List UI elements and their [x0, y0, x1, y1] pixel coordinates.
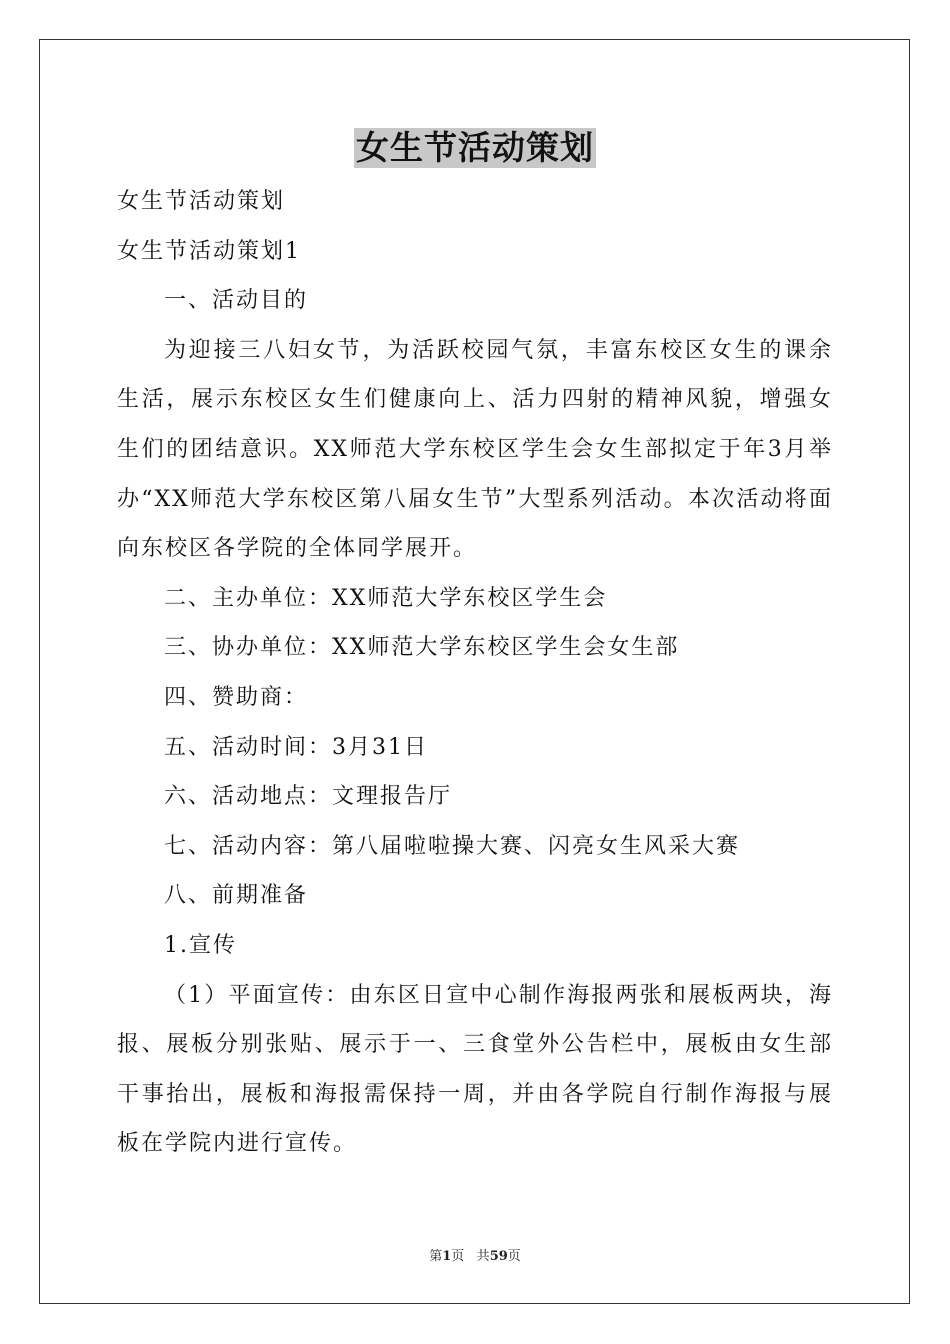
paragraph-print-publicity: （1）平面宣传：由东区日宣中心制作海报两张和展板两块，海报、展板分别张贴、展示于一、三食堂外公告栏中，展板由女生部干事抬出，展板和海报需保持一周，并由各学院自行制作海报与展板在学院内进行宣传。 — [117, 982, 833, 1157]
title-container — [0, 128, 950, 168]
footer-page-suffix: 页 — [451, 1249, 465, 1264]
paragraph-organizer: 二、主办单位：XX师范大学东校区学生会 — [164, 585, 608, 611]
paragraph-preparation: 八、前期准备 — [164, 883, 309, 909]
paragraph-location: 六、活动地点：文理报告厅 — [164, 784, 453, 810]
paragraph-content: 七、活动内容：第八届啦啦操大赛、闪亮女生风采大赛 — [164, 833, 741, 859]
footer-page-number: 1 — [442, 1249, 452, 1264]
footer-page-prefix: 第 — [429, 1249, 443, 1264]
paragraph-section-1: 一、活动目的 — [164, 288, 309, 314]
document-title: 女生节活动策划 — [356, 128, 594, 167]
footer-total-pages: 59 — [489, 1249, 508, 1264]
paragraph-purpose: 为迎接三八妇女节，为活跃校园气氛，丰富东校区女生的课余生活，展示东校区女生们健康向上、活力四射的精神风貌，增强女生们的团结意识。XX师范大学东校区学生会女生部拟定于年3月举办“XX师范大学东校区第八届女生节”大型系列活动。本次活动将面向东校区各学院的全体同学展开。 — [117, 337, 833, 562]
document-body — [117, 177, 833, 1169]
paragraph-subheading: 女生节活动策划1 — [117, 238, 301, 264]
paragraph-sponsor: 四、赞助商： — [164, 684, 309, 710]
footer-total-suffix: 页 — [507, 1249, 521, 1264]
paragraph-heading: 女生节活动策划 — [117, 189, 286, 214]
paragraph-co-organizer: 三、协办单位：XX师范大学东校区学生会女生部 — [164, 635, 680, 661]
paragraph-publicity: 1.宣传 — [164, 932, 237, 958]
paragraph-time: 五、活动时间：3月31日 — [164, 734, 428, 760]
footer-total-prefix: 共 — [476, 1249, 490, 1264]
page-footer — [0, 1248, 950, 1266]
